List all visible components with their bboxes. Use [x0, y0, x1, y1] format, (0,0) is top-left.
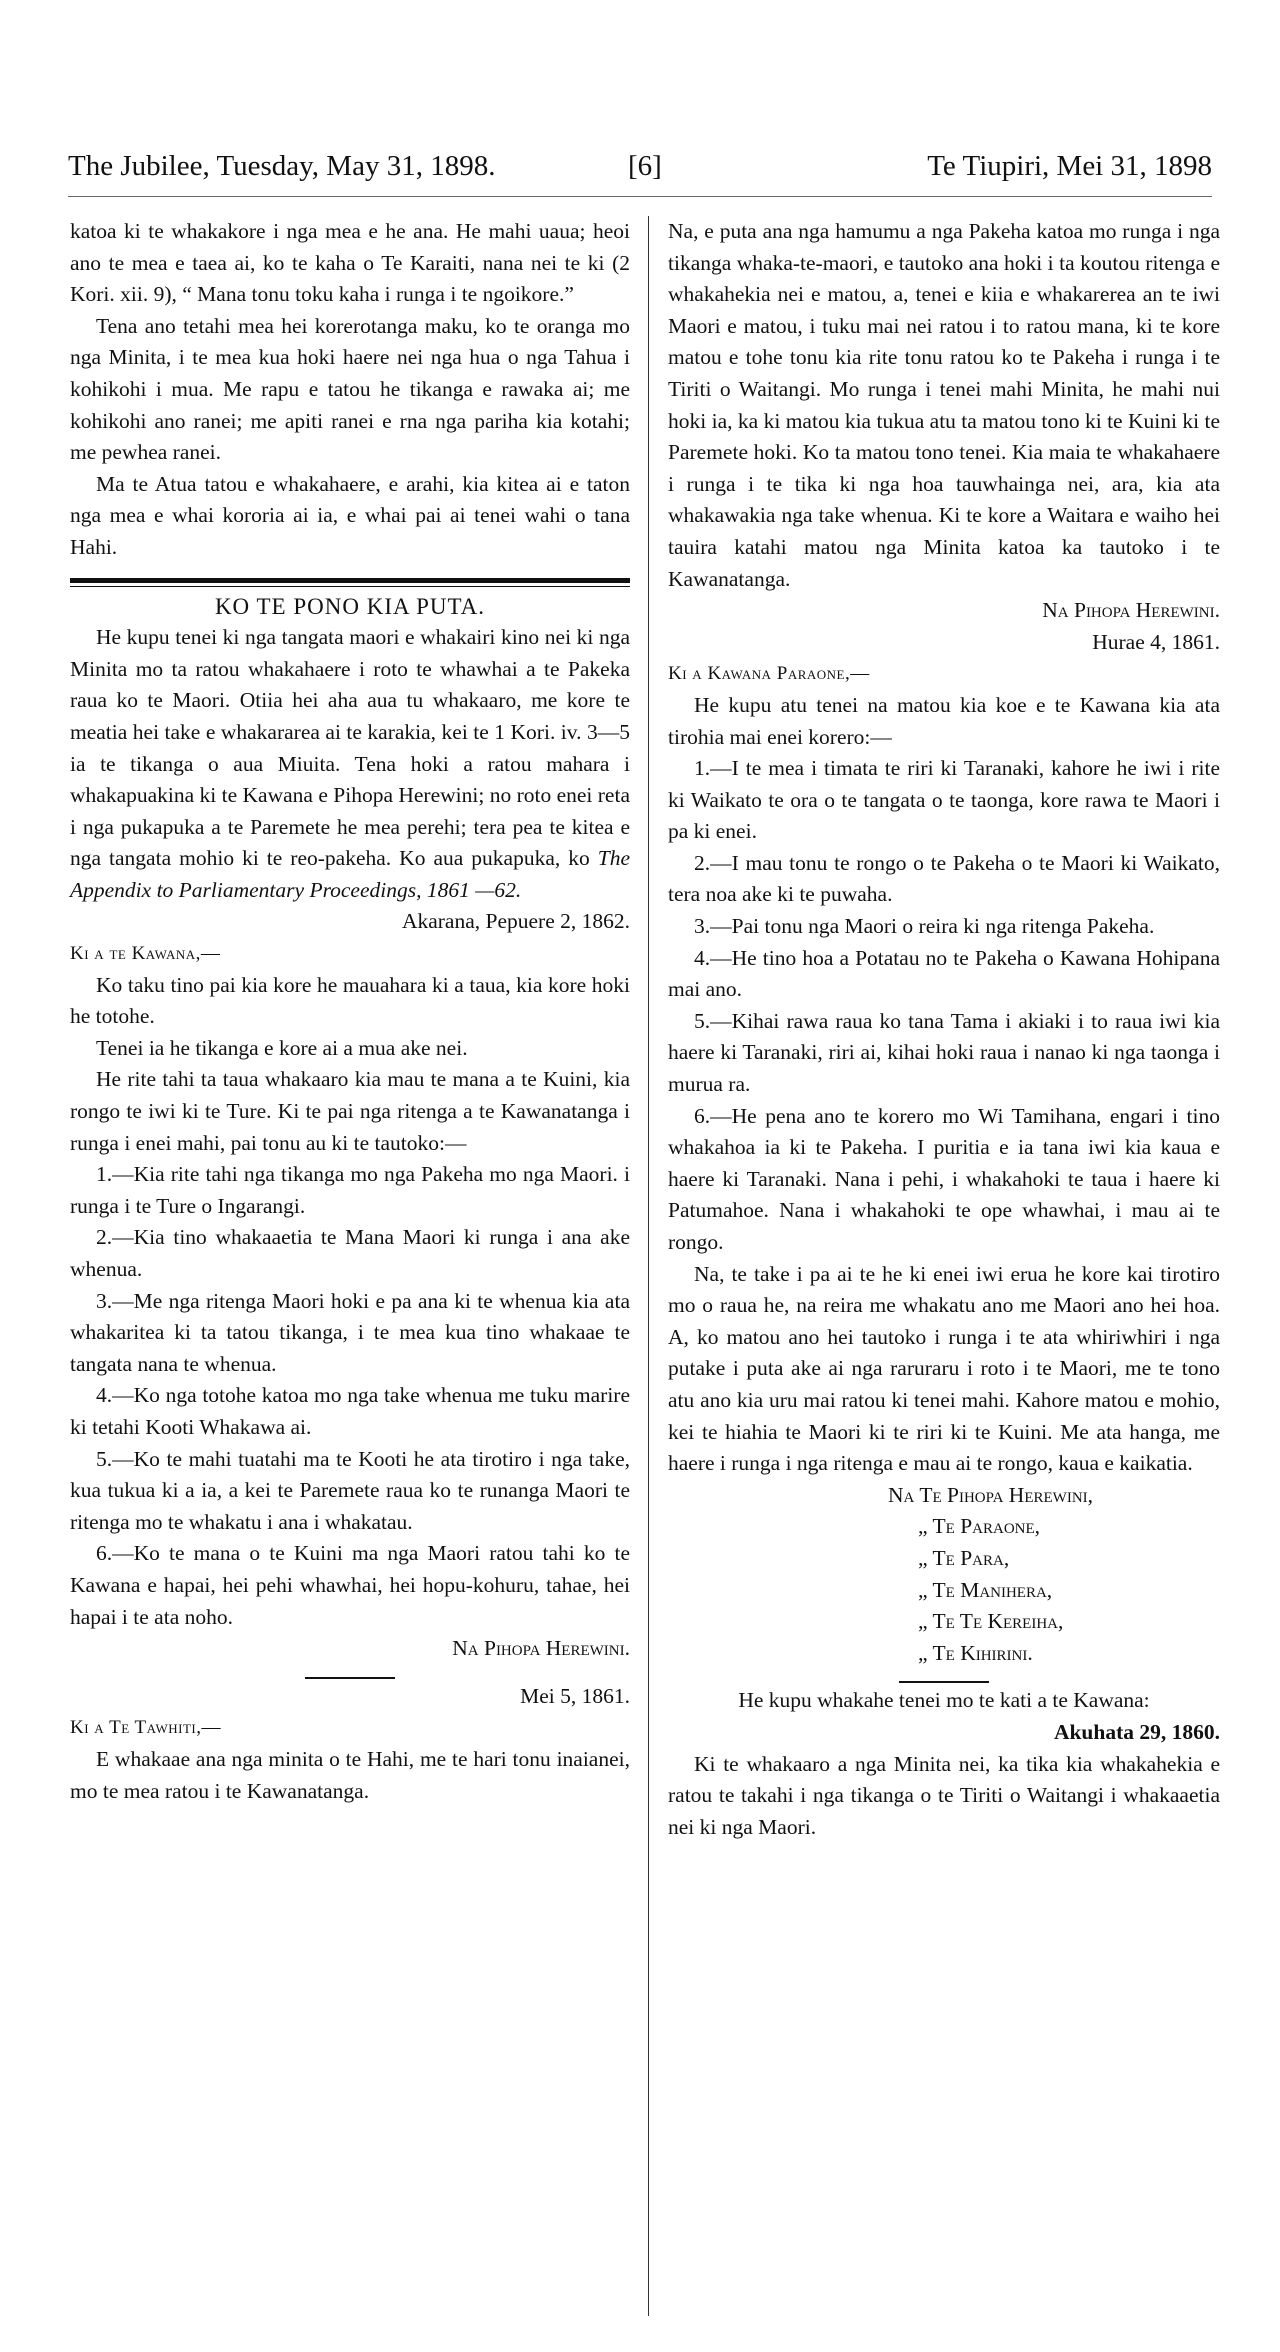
closing-date: Akuhata 29, 1860. [1053, 1719, 1220, 1744]
short-rule [899, 1681, 989, 1683]
signatory: „ Te Manihera, [918, 1577, 1053, 1602]
page-number: [6] [628, 150, 662, 182]
left-column [70, 216, 630, 1807]
signatory: „ Te Kihirini. [918, 1640, 1033, 1665]
running-head [68, 150, 1212, 190]
section-intro [70, 622, 630, 906]
letter-paragraph: Na, te take i pa ai te he ki enei iwi erua he kore kai tirotiro mo o raua he, na reira me whakatu ano me Maori ano hei hoa. A, ko matou ano hei tautoko i runga i te ata whiriwhiri i nga putake i puta ake ai nga raruraru i roto i te Maori, me te tono atu ano kia uru mai ratou ki tenei mahi. Kahore matou e mohio, kei te hiahia te Maori ki te riri ki te Kuini. Me ata hanga, me haere i runga i nga ritenga e mau ai te rongo, kaua e kaikatia. [668, 1261, 1220, 1476]
running-head-left: The Jubilee, Tuesday, May 31, 1898. [68, 150, 496, 182]
letter-dateline: Hurae 4, 1861. [1092, 629, 1220, 654]
letter-paragraph: E whakaae ana nga minita o te Hahi, me te hari tonu inaianei, mo te mea ratou i te Kawanatanga. [70, 1746, 630, 1803]
appendix-reference: The Appendix to Parliamentary Proceedings, 1861 —62. [70, 846, 630, 902]
right-column [668, 216, 1220, 1843]
list-item: 5.—Kihai rawa raua ko tana Tama i akiaki i to raua iwi kia haere ki Taranaki, riri ai, kihai hoki raua i nanao ki nga taonga i murua ra. [668, 1008, 1220, 1097]
letter-signature: Na Pihopa Herewini. [452, 1636, 630, 1661]
signatory-list [888, 1480, 1220, 1670]
letter-paragraph: Ko taku tino pai kia kore he mauahara ki a taua, kia kore hoki he totohe. [70, 972, 630, 1029]
letter-dateline: Mei 5, 1861. [520, 1683, 630, 1708]
closing-note: He kupu whakahe tenei mo te kati a te Kawana: [738, 1688, 1150, 1713]
letter-address: Ki a te Kawana,— [70, 943, 221, 965]
list-item: 1.—I te mea i timata te riri ki Taranaki, kahore he iwi i rite ki Waikato te ora o te tangata o te taonga, kore rawa te Maori i pa ki enei. [668, 756, 1220, 844]
letter-address: Ki a Te Tawhiti,— [70, 1717, 222, 1739]
list-item: 4.—Ko nga totohe katoa mo nga take whenua me tuku marire ki tetahi Kooti Whakawa ai. [70, 1383, 630, 1439]
list-item: 3.—Me nga ritenga Maori hoki e pa ana ki te whenua kia ata whakaritea ki ta tatou tikanga, i te mea kua tino whakaae te tangata nana te whenua. [70, 1288, 630, 1376]
short-rule [305, 1677, 395, 1679]
signatory: „ Te Paraone, [918, 1514, 1041, 1539]
section-rule [70, 578, 630, 587]
list-item: 2.—Kia tino whakaaetia te Mana Maori ki runga i ana ake whenua. [70, 1225, 630, 1281]
letter-paragraph: Tenei ia he tikanga e kore ai a mua ake nei. [96, 1035, 468, 1060]
signatory: „ Te Te Kereiha, [918, 1609, 1064, 1634]
final-paragraph: Ki te whakaaro a nga Minita nei, ka tika kia whakahekia e ratou te takahi i nga tikanga o te Tiriti o Waitangi i whakaaetia nei ki nga Maori. [668, 1751, 1220, 1839]
letter-dateline: Akarana, Pepuere 2, 1862. [401, 909, 630, 934]
section-intro-text: He kupu tenei ki nga tangata maori e whakairi kino nei ki nga Minita mo ta ratou whakahaere i roto te whawhai a te Pakeka raua ko te Maori. Otiia hei aha aua tu whakaaro, me kore te meatia hei take e whakararea ai te karakia, kei te 1 Kori. iv. 3—5 ia te tikanga o aua Miuita. Tena hoki a ratou mahara i whakapuakina ki te Kawana e Pihopa Herewini; no roto enei reta i nga pukapuka a te Paremete he mea perehi; tera pea te kitea e nga tangata mohio ki te reo-pakeha. Ko aua pukapuka, ko [70, 625, 630, 871]
letter-paragraph: He rite tahi ta taua whakaaro kia mau te mana a te Kuini, kia rongo te iwi ki te Ture. Ki te pai nga ritenga a te Kawanatanga i runga i enei mahi, pai tonu au ki te tautoko:— [70, 1067, 630, 1155]
list-item: 5.—Ko te mahi tuatahi ma te Kooti he ata tirotiro i nga take, kua tukua ki a ia, a kei te Paremete raua ko te runanga Maori te ritenga mo te whakatu i ana i whakatau. [70, 1446, 630, 1534]
header-rule [68, 196, 1212, 197]
list-item: 1.—Kia rite tahi nga tikanga mo nga Pakeha mo nga Maori. i runga i te Ture o Ingarangi. [70, 1162, 630, 1218]
intro-paragraph: Tena ano tetahi mea hei korerotanga maku, ko te oranga mo nga Minita, i te mea kua hoki haere nei nga hua o nga Tahua i kohikohi i mua. Me rapu e tatou he tikanga e rawaka ai; me kohikohi ano ranei; me apiti ranei e rna nga pariha kia kotahi; me pewhea ranei. [70, 313, 630, 465]
letter-paragraph: He kupu atu tenei na matou kia koe e te Kawana kia ata tirohia mai enei korero:— [668, 692, 1220, 749]
letter-signature: Na Pihopa Herewini. [1042, 598, 1220, 623]
list-item: 6.—He pena ano te korero mo Wi Tamihana, engari i tino whakahoa ia ki te Pakeha. I puritia e ia tana iwi kia kaua e haere ki Taranaki. Nana i pehi, i whakahoki te taua i haere ki Patumahoe. Nana i whakahoki te ope whawhai, i mau ai te rongo. [668, 1103, 1220, 1254]
list-item: 4.—He tino hoa a Potatau no te Pakeha o Kawana Hohipana mai ano. [668, 945, 1220, 1002]
intro-paragraph: katoa ki te whakakore i nga mea e he ana. He mahi uaua; heoi ano te mea e taea ai, ko te kaha o Te Karaiti, nana nei te ki (2 Kori. xii. 9), “ Mana tonu toku kaha i runga i te ngoikore.” [70, 219, 630, 307]
section-heading: KO TE PONO KIA PUTA. [214, 593, 486, 619]
signatory: Na Te Pihopa Herewini, [888, 1482, 1094, 1507]
list-item: 3.—Pai tonu nga Maori o reira ki nga ritenga Pakeha. [694, 914, 1155, 939]
list-item: 6.—Ko te mana o te Kuini ma nga Maori ratou tahi ko te Kawana e hapai, hei pehi whawhai, hei hopu-kohuru, tahae, hei hapai i te ata noho. [70, 1541, 630, 1629]
running-head-right: Te Tiupiri, Mei 31, 1898 [927, 150, 1212, 182]
letter-address: Ki a Kawana Paraone,— [668, 663, 870, 685]
list-item: 2.—I mau tonu te rongo o te Pakeha o te Maori ki Waikato, tera noa ake ki te puwaha. [668, 850, 1220, 907]
signatory: „ Te Para, [918, 1545, 1010, 1570]
column-divider [648, 216, 649, 2316]
continuation-paragraph: Na, e puta ana nga hamumu a nga Pakeha katoa mo runga i nga tikanga whaka-te-maori, e tautoko ana hoki i ta koutou ritenga e whakahekia nei e matou, a, tenei e kiia e whakarerea an te iwi Maori e matou, i tuku mai nei ratou i to ratou mana, ki te kore matou e tohe tonu kia rite tonu ratou ko te Pakeha i runga i te Tiriti o Waitangi. Mo runga i tenei mahi Minita, he mahi nui hoki ia, ka ki matou kia tukua atu ta matou tono ki te Kuini ki te Paremete hoki. Ko ta matou tono tenei. Kia maia te whakahaere i runga i te tika ki nga hoa tauwhainga nei, ara, kia ata whakawakia nga take whenua. Ki te kore a Waitara e waiho hei tauira katahi matou nga Minita katoa ka tautoko i te Kawanatanga. [668, 219, 1220, 591]
intro-paragraph: Ma te Atua tatou e whakahaere, e arahi, kia kitea ai e taton nga mea e whai kororia ai ia, e whai pai ai tenei wahi o tana Hahi. [70, 471, 630, 559]
